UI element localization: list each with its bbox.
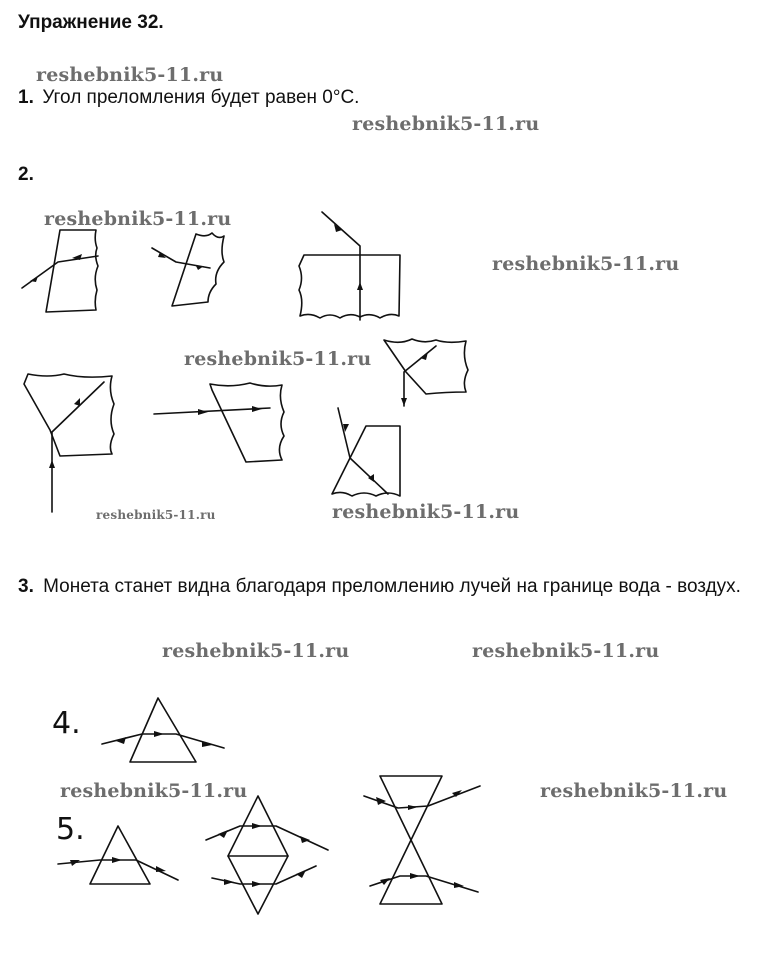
fig5-hourglass — [364, 776, 480, 904]
fig2-rect-3 — [299, 212, 400, 320]
fig5-prism-a — [58, 826, 178, 884]
fig5-rhombus — [206, 796, 328, 914]
fig2-slab-2 — [152, 233, 224, 306]
watermark: reshebnik5-11.ru — [352, 113, 540, 135]
item-2-number: 2. — [18, 164, 34, 185]
item-3-text: Монета станет видна благодаря преломлению лучей на границе вода - воздух. — [43, 576, 741, 597]
fig2-slab-1 — [22, 230, 98, 312]
page-title: Упражнение 32. — [18, 12, 164, 33]
watermark: reshebnik5-11.ru — [492, 253, 680, 275]
fig4-prism — [102, 698, 224, 762]
watermark: reshebnik5-11.ru — [472, 640, 660, 662]
item-1-text: Угол преломления будет равен 0°С. — [42, 87, 360, 108]
watermark: reshebnik5-11.ru — [162, 640, 350, 662]
watermark: reshebnik5-11.ru — [332, 501, 520, 523]
fig2-prism-7 — [332, 408, 400, 496]
watermark: reshebnik5-11.ru — [540, 780, 728, 802]
watermark: reshebnik5-11.ru — [36, 64, 224, 86]
item-3-number: 3. — [18, 576, 34, 597]
fig2-prism-4 — [24, 374, 114, 512]
item-1-number: 1. — [18, 87, 34, 108]
watermark: reshebnik5-11.ru — [96, 508, 216, 522]
watermark: reshebnik5-11.ru — [60, 780, 248, 802]
fig2-prism-5 — [154, 383, 284, 462]
watermark: reshebnik5-11.ru — [184, 348, 372, 370]
item-5-number: 5. — [56, 812, 85, 847]
watermark: reshebnik5-11.ru — [44, 208, 232, 230]
item-4-number: 4. — [52, 706, 81, 741]
fig2-prism-6 — [384, 339, 468, 406]
